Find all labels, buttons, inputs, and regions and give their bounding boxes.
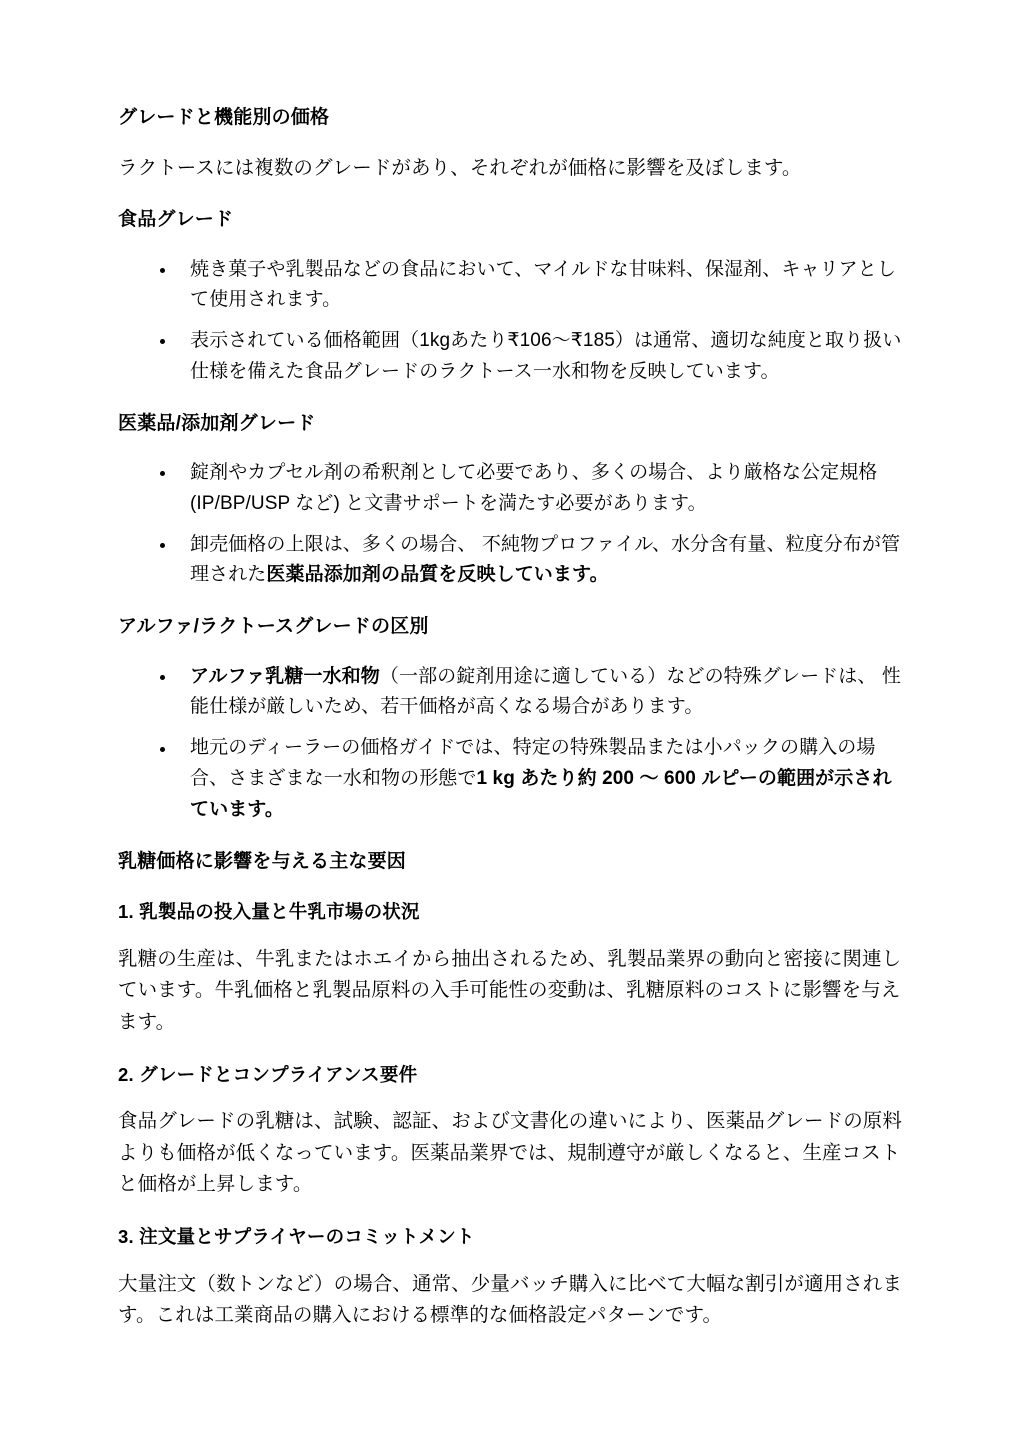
bullet-list (118, 255, 904, 388)
bullet-icon (160, 675, 165, 680)
list-item-text: 表示されている価格範囲（1kgあたり₹106〜₹185）は通常、適切な純度と取り扱い仕様を備えた食品グレードのラクトース一水和物を反映しています。 (190, 330, 902, 382)
bullet-list (118, 662, 904, 826)
section-factor-3 (118, 1223, 904, 1332)
section-heading: アルファ/ラクトースグレードの区別 (118, 616, 429, 638)
section-factor-2 (118, 1061, 904, 1201)
list-item (118, 662, 904, 724)
list-item (118, 458, 904, 520)
bullet-icon (160, 268, 165, 273)
list-item (118, 733, 904, 825)
bullet-icon (160, 471, 165, 476)
bullet-list (118, 458, 904, 591)
section-paragraph: 大量注文（数トンなど）の場合、通常、少量バッチ購入に比べて大幅な割引が適用されます。これは工業商品の購入における標準的な価格設定パターンです。 (118, 1272, 903, 1327)
bullet-icon (160, 339, 165, 344)
section-heading: 食品グレード (118, 209, 234, 231)
section-paragraph: ラクトースには複数のグレードがあり、それぞれが価格に影響を及ぼします。 (118, 156, 802, 179)
list-item-text: 地元のディーラーの価格ガイドでは、特定の特殊製品または小パックの購入の場合、さまざまな一水和物の形態で1 kg あたり約 200 〜 600 ルピーの範囲が示されています。 (190, 737, 892, 820)
numbered-heading: 1. 乳製品の投入量と牛乳市場の状況 (118, 901, 420, 923)
section-heading: 乳糖価格に影響を与える主な要因 (118, 850, 407, 872)
section-pharma-excipient-grade (118, 410, 904, 592)
list-item (118, 255, 904, 317)
section-alpha-lactose-grade (118, 613, 904, 825)
section-grade-function-pricing (118, 104, 904, 184)
section-paragraph: 乳糖の生産は、牛乳またはホエイから抽出されるため、乳製品業界の動向と密接に関連しています。牛乳価格と乳製品原料の入手可能性の変動は、乳糖原料のコストに影響を与えます。 (118, 947, 902, 1033)
section-food-grade (118, 206, 904, 388)
section-paragraph: 食品グレードの乳糖は、試験、認証、および文書化の違いにより、医薬品グレードの原料よりも価格が低くなっています。医薬品業界では、規制遵守が厳しくなると、生産コストと価格が上昇します。 (118, 1110, 903, 1196)
list-item-text: 錠剤やカプセル剤の希釈剤として必要であり、多くの場合、より厳格な公定規格 (IP/BP/USP など) と文書サポートを満たす必要があります。 (190, 462, 878, 514)
section-heading: グレードと機能別の価格 (118, 107, 330, 128)
list-item-text: 焼き菓子や乳製品などの食品において、マイルドな甘味料、保湿剤、キャリアとして使用されます。 (190, 258, 896, 311)
bullet-icon (160, 543, 165, 548)
numbered-heading: 2. グレードとコンプライアンス要件 (118, 1063, 418, 1085)
section-main-factors (118, 848, 904, 877)
list-item-text: 卸売価格の上限は、多くの場合、 不純物プロファイル、水分含有量、粒度分布が管理された医薬品添加剤の品質を反映しています。 (190, 533, 901, 586)
list-item (118, 530, 904, 592)
numbered-heading: 3. 注文量とサプライヤーのコミットメント (118, 1226, 475, 1247)
document-body (118, 104, 904, 1332)
section-heading: 医薬品/添加剤グレード (118, 412, 316, 434)
list-item-text: アルファ乳糖一水和物（一部の錠剤用途に適している）などの特殊グレードは、 性能仕様が厳しいため、若干価格が高くなる場合があります。 (190, 665, 901, 718)
list-item (118, 326, 904, 388)
section-factor-1 (118, 898, 904, 1038)
bullet-icon (160, 747, 165, 752)
